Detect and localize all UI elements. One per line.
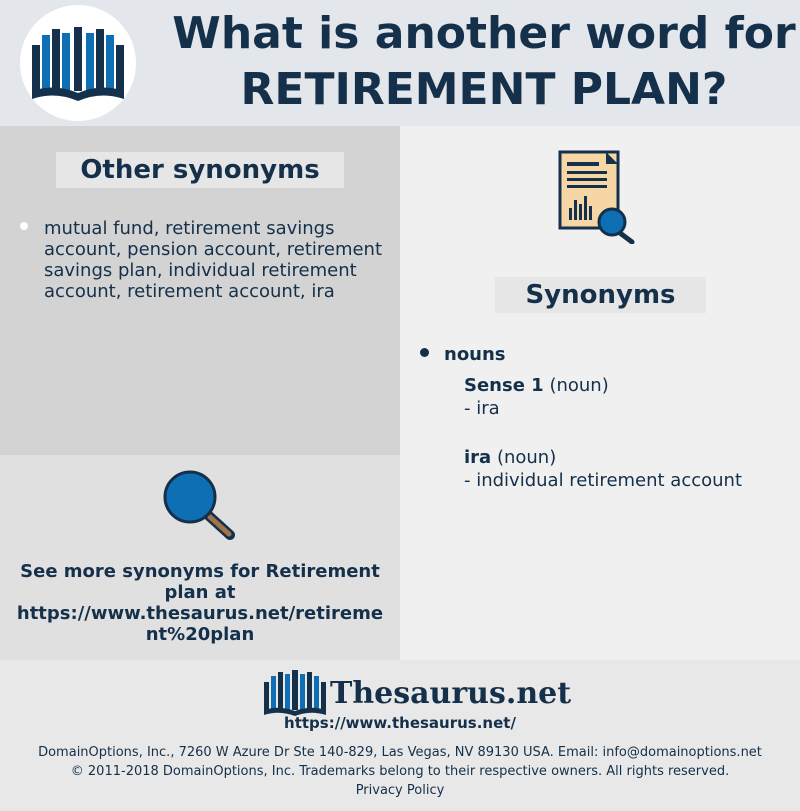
other-synonyms-list: mutual fund, retirement savings account, pension account, retirement savings plan, individual retirement account, retirement account, ira: [44, 218, 383, 302]
sense-pos: (noun): [549, 375, 609, 396]
footer-address: DomainOptions, Inc., 7260 W Azure Dr Ste 140-829, Las Vegas, NV 89130 USA. Email: info@domainoptions.net: [38, 745, 762, 760]
see-more-panel: [0, 455, 400, 660]
synonym-link[interactable]: individual retirement account: [476, 470, 743, 491]
sense-heading: [464, 447, 556, 468]
privacy-policy-link[interactable]: Privacy Policy: [355, 783, 445, 798]
see-more-label: See more synonyms for Retirement plan at: [20, 561, 380, 603]
synonym-item[interactable]: - individual retirement account: [464, 470, 743, 491]
header: [0, 0, 800, 126]
footer-brand[interactable]: Thesaurus.net: [330, 676, 572, 711]
magnifier-icon: [162, 469, 238, 543]
part-of-speech: nouns: [444, 344, 506, 365]
synonyms-panel: [400, 126, 800, 660]
sense-heading: [464, 375, 609, 396]
footer: [0, 660, 800, 811]
bullet-icon: [420, 348, 429, 357]
bullet-icon: [20, 222, 28, 230]
book-logo-icon: [32, 27, 124, 101]
document-search-icon: [558, 150, 638, 244]
synonyms-heading: Synonyms: [495, 277, 706, 313]
sense-pos: (noun): [496, 447, 557, 468]
see-more-text: [16, 561, 384, 645]
other-synonyms-panel: [0, 126, 400, 455]
other-synonyms-heading: Other synonyms: [56, 152, 344, 188]
page-title-line1: What is another word for: [172, 8, 796, 59]
see-more-link[interactable]: https://www.thesaurus.net/retirement%20plan: [16, 603, 384, 645]
book-logo-icon: [264, 670, 326, 716]
site-logo[interactable]: [20, 5, 136, 121]
sense-label: ira: [464, 447, 492, 468]
page-title-line2: RETIREMENT PLAN?: [240, 64, 728, 115]
synonym-link[interactable]: ira: [476, 398, 500, 419]
footer-copyright: © 2011-2018 DomainOptions, Inc. Trademarks belong to their respective owners. All rights reserved.: [70, 764, 730, 779]
synonym-item[interactable]: - ira: [464, 398, 500, 419]
sense-label: Sense 1: [464, 375, 544, 396]
footer-url-link[interactable]: https://www.thesaurus.net/: [284, 714, 516, 732]
